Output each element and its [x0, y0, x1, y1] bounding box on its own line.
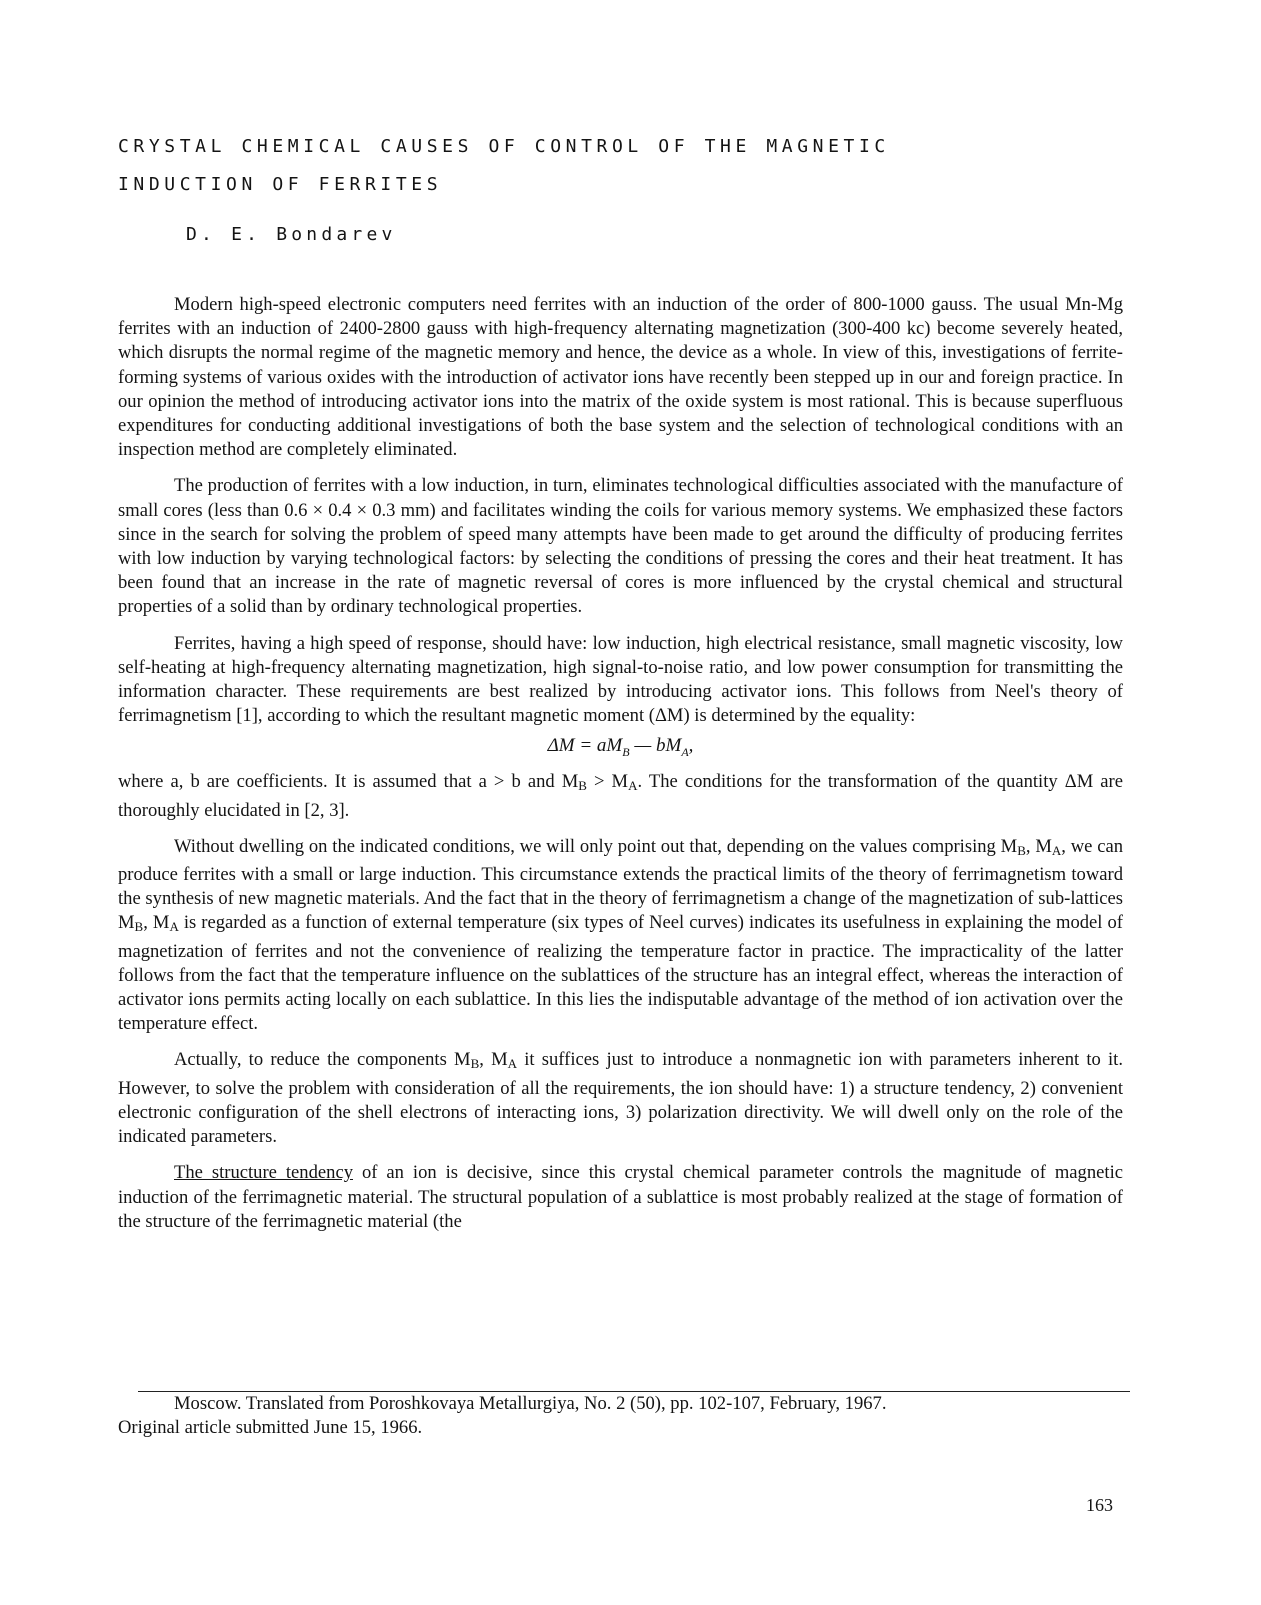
equation-sub-a: A: [681, 745, 689, 760]
paragraph-6: [118, 1048, 1123, 1149]
p7-underlined-term: The structure tendency: [174, 1162, 353, 1184]
p6-text-c: it suffices just to introduce a nonmagnetic ion with parameters inherent to it. However, to solve the problem with consideration of all the requirements, the ion should have: 1) a structure tendency, 2) convenient electronic configuration of the shell electrons of interacting ions, 3) polarization directivity. We will dwell only on the role of the indicated parameters.: [118, 1049, 1123, 1148]
equation-mid: — bM: [629, 735, 682, 757]
footnote: [118, 1392, 1123, 1440]
p5-text-d: , M: [143, 912, 170, 934]
p5-sub-2: A: [1051, 842, 1062, 858]
paper-page: [118, 0, 1123, 1605]
p4-text-b: > M: [586, 771, 629, 793]
page-number: 163: [1086, 1495, 1113, 1515]
p5-sub-1: B: [1017, 842, 1026, 858]
p6-text-b: , M: [479, 1049, 508, 1071]
paragraph-7: [118, 1161, 1123, 1234]
p6-sub-2: A: [507, 1056, 518, 1072]
p5-text-b: , M: [1025, 835, 1052, 857]
paragraph-2: The production of ferrites with a low induction, in turn, eliminates technological difficulties associated with the manufacture of small cores (less than 0.6 × 0.4 × 0.3 mm) and facilitates winding the coils for various memory systems. We emphasized these factors since in the search for solving the problem of speed many attempts have been made to get around the difficulty of producing ferrites with low induction by varying technological factors: by selecting the conditions of pressing the cores and their heat treatment. It has been found that an increase in the rate of magnetic reversal of cores is more influenced by the crystal chemical and structural properties of a solid than by ordinary technological properties.: [118, 475, 1123, 618]
equation-sub-b: B: [622, 745, 630, 760]
p4-sub-2: A: [628, 778, 638, 794]
equation-delta-m: [118, 734, 1123, 764]
title-line-2: INDUCTION OF FERRITES: [118, 174, 443, 195]
p5-sub-4: A: [169, 919, 179, 935]
p5-sub-3: B: [134, 919, 144, 935]
equation-left: ΔM = aM: [547, 735, 623, 757]
title-line-1: CRYSTAL CHEMICAL CAUSES OF CONTROL OF THE MAGNETIC: [118, 136, 890, 157]
article-title: [118, 128, 1123, 204]
equation-end: ,: [688, 735, 694, 757]
paragraph-5: [118, 835, 1123, 1037]
p6-sub-1: B: [470, 1056, 480, 1072]
p6-text-a: Actually, to reduce the components M: [174, 1049, 471, 1071]
article-body: [118, 293, 1123, 1246]
p5-text-c: , we can produce ferrites with a small or large induction. This circumstance extends the practical limits of the theory of ferrimagnetism toward the synthesis of new magnetic materials. And the fact that in the theory of ferrimagnetism a change of the magnetization of sub-lattices M: [118, 835, 1123, 934]
p4-sub-1: B: [578, 778, 587, 794]
footnote-line-2: Original article submitted June 15, 1966.: [118, 1417, 423, 1438]
paragraph-4: [118, 770, 1123, 822]
footnote-line-1: Moscow. Translated from Poroshkovaya Metallurgiya, No. 2 (50), pp. 102-107, February, 1967.: [174, 1393, 887, 1414]
paragraph-1: Modern high-speed electronic computers need ferrites with an induction of the order of 800-1000 gauss. The usual Mn-Mg ferrites with an induction of 2400-2800 gauss with high-frequency alternating magnetization (300-400 kc) become severely heated, which disrupts the normal regime of the magnetic memory and hence, the device as a whole. In view of this, investigations of ferrite-forming systems of various oxides with the introduction of activator ions have recently been stepped up in our and foreign practice. In our opinion the method of introducing activator ions into the matrix of the oxide system is most rational. This is because superfluous expenditures for conducting additional investigations of both the base system and the selection of technological conditions with an inspection method are completely eliminated.: [118, 294, 1123, 461]
p5-text-a: Without dwelling on the indicated conditions, we will only point out that, depending on the values comprising M: [174, 835, 1018, 857]
p4-text-c: . The conditions for the transformation of the quantity ΔM are thoroughly elucidated in [2, 3].: [118, 771, 1123, 821]
p7-text-rest: of an ion is decisive, since this crystal chemical parameter controls the magnitude of magnetic induction of the ferrimagnetic material. The structural population of a sublattice is most probably realized at the stage of formation of the structure of the ferrimagnetic material (the: [118, 1162, 1123, 1232]
p5-text-e: is regarded as a function of external temperature (six types of Neel curves) indicates its usefulness in explaining the model of magnetization of ferrites and not the convenience of realizing the temperature factor in practice. The impracticality of the latter follows from the fact that the temperature influence on the sublattices of the structure has an integral effect, whereas the interaction of activator ions permits acting locally on each sublattice. In this lies the indisputable advantage of the method of ion activation over the temperature effect.: [118, 912, 1123, 1035]
p4-text-a: where a, b are coefficients. It is assumed that a > b and M: [118, 771, 579, 793]
author-name: D. E. Bondarev: [186, 224, 397, 245]
paragraph-3: Ferrites, having a high speed of response, should have: low induction, high electrical resistance, small magnetic viscosity, low self-heating at high-frequency alternating magnetization, high signal-to-noise ratio, and low power consumption for transmitting the information character. These requirements are best realized by introducing activator ions. This follows from Neel's theory of ferrimagnetism [1], according to which the resultant magnetic moment (ΔM) is determined by the equality:: [118, 632, 1123, 727]
